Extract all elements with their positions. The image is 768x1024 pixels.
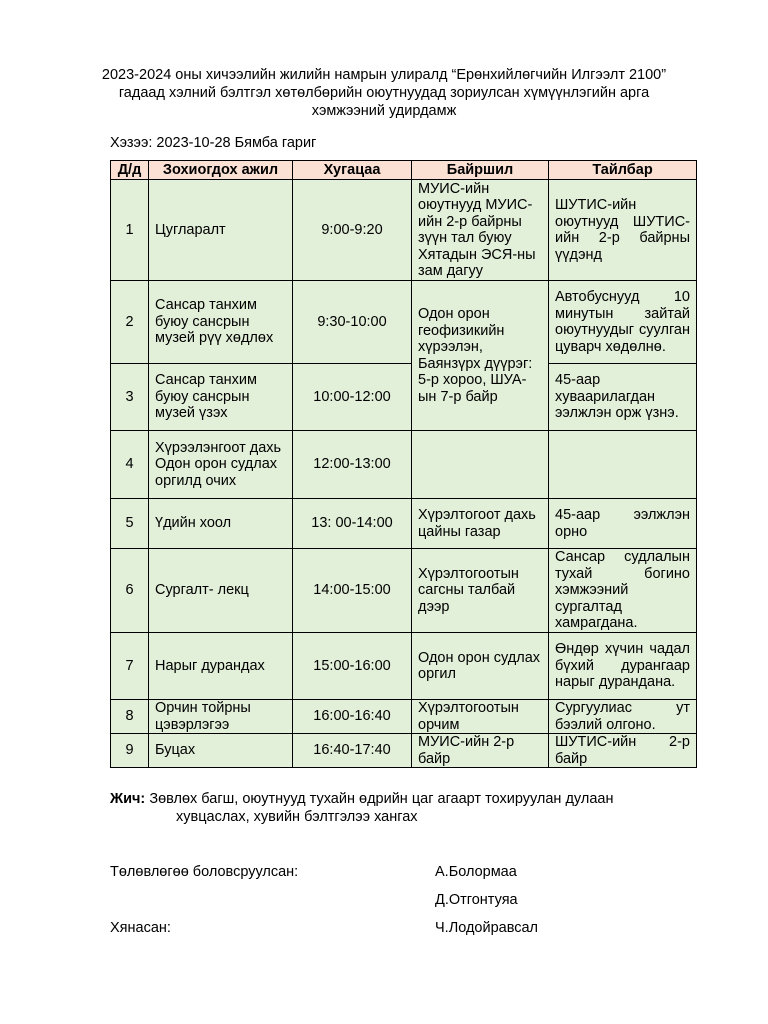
row-note: ШУТИС-ийн 2-р байр bbox=[549, 734, 697, 768]
row-activity: Цугларалт bbox=[149, 180, 293, 281]
row-note: Автобуснууд 10 минутын зайтай оюутнуудыг суулган цуварч хөдөлнө. bbox=[549, 281, 697, 364]
row-activity: Орчин тойрны цэвэрлэгээ bbox=[149, 700, 293, 734]
table-row bbox=[111, 633, 697, 700]
remark-text-line2: хувцаслах, хувийн бэлтгэлээ хангах bbox=[176, 809, 418, 825]
event-date: Хэзээ: 2023-10-28 Бямба гариг bbox=[110, 135, 317, 151]
row-number: 4 bbox=[111, 431, 149, 499]
row-time: 15:00-16:00 bbox=[293, 633, 412, 700]
table-row bbox=[111, 364, 697, 431]
row-note bbox=[549, 431, 697, 499]
row-time: 16:40-17:40 bbox=[293, 734, 412, 768]
row-note: Өндөр хүчин чадал бүхий дурангаар нарыг дурандана. bbox=[549, 633, 697, 700]
table-header-row bbox=[111, 161, 697, 180]
row-location bbox=[412, 431, 549, 499]
row-activity: Буцах bbox=[149, 734, 293, 768]
row-time: 12:00-13:00 bbox=[293, 431, 412, 499]
table-row bbox=[111, 499, 697, 549]
remark-label: Жич: bbox=[110, 791, 146, 807]
row-location: МУИС-ийн 2-р байр bbox=[412, 734, 549, 768]
row-number: 5 bbox=[111, 499, 149, 549]
col-header-activity: Зохиогдох ажил bbox=[149, 161, 293, 180]
row-number: 3 bbox=[111, 364, 149, 431]
row-note: ШУТИС-ийн оюутнууд ШУТИС-ийн 2-р байрны үүдэнд bbox=[549, 180, 697, 281]
row-number: 1 bbox=[111, 180, 149, 281]
row-activity: Хүрээлэнгоот дахь Одон орон судлах оргилд очих bbox=[149, 431, 293, 499]
row-location: Одон орон судлах оргил bbox=[412, 633, 549, 700]
row-note: 45-аар хуваарилагдан ээлжлэн орж үзнэ. bbox=[549, 364, 697, 431]
col-header-note: Тайлбар bbox=[549, 161, 697, 180]
row-activity: Сансар танхим буюу сансрын музей рүү хөдлөх bbox=[149, 281, 293, 364]
row-note: Сансар судлалын тухай богино хэмжээний сургалтад хамрагдана. bbox=[549, 549, 697, 633]
table-row bbox=[111, 700, 697, 734]
table-row bbox=[111, 549, 697, 633]
document-title: 2023-2024 оны хичээлийн жилийн намрын улиралд “Ерөнхийлөгчийн Илгээлт 2100” гадаад хэлний бэлтгэл хөтөлбөрийн оюутнуудад зориулсан хүмүүнлэгийн арга хэмжээний удирдамж bbox=[101, 67, 667, 119]
row-location: Хүрэлтогоот дахь цайны газар bbox=[412, 499, 549, 549]
table-row bbox=[111, 180, 697, 281]
table-row bbox=[111, 281, 697, 364]
row-time: 16:00-16:40 bbox=[293, 700, 412, 734]
col-header-location: Байршил bbox=[412, 161, 549, 180]
row-time: 13: 00-14:00 bbox=[293, 499, 412, 549]
col-header-time: Хугацаа bbox=[293, 161, 412, 180]
remark-text-line1: Зөвлөх багш, оюутнууд тухайн өдрийн цаг агаарт тохируулан дулаан bbox=[149, 791, 614, 807]
schedule-table bbox=[110, 160, 697, 768]
reviewed-by-name: Ч.Лодойравсал bbox=[435, 920, 539, 936]
row-time: 9:30-10:00 bbox=[293, 281, 412, 364]
prepared-by-name-1: А.Болормаа bbox=[435, 864, 517, 880]
prepared-by-name-2: Д.Отгонтуяа bbox=[435, 892, 518, 908]
row-number: 2 bbox=[111, 281, 149, 364]
row-number: 7 bbox=[111, 633, 149, 700]
row-number: 6 bbox=[111, 549, 149, 633]
row-location: Хүрэлтогоотын орчим bbox=[412, 700, 549, 734]
row-note: 45-аар ээлжлэн орно bbox=[549, 499, 697, 549]
prepared-by-label: Төлөвлөгөө боловсруулсан: bbox=[110, 864, 299, 880]
remark-note bbox=[110, 790, 690, 826]
row-number: 9 bbox=[111, 734, 149, 768]
row-activity: Үдийн хоол bbox=[149, 499, 293, 549]
row-number: 8 bbox=[111, 700, 149, 734]
row-location: МУИС-ийн оюутнууд МУИС-ийн 2-р байрны зүүн тал буюу Хятадын ЭСЯ-ны зам дагуу bbox=[412, 180, 549, 281]
row-time: 14:00-15:00 bbox=[293, 549, 412, 633]
table-row bbox=[111, 734, 697, 768]
row-time: 10:00-12:00 bbox=[293, 364, 412, 431]
row-location: Хүрэлтогоотын сагсны талбай дээр bbox=[412, 549, 549, 633]
row-time: 9:00-9:20 bbox=[293, 180, 412, 281]
row-location: Одон орон геофизикийн хүрээлэн, Баянзүрх дүүрэг: 5-р хороо, ШУА-ын 7-р байр bbox=[412, 281, 549, 431]
row-note: Сургуулиас ут бээлий олгоно. bbox=[549, 700, 697, 734]
reviewed-by-label: Хянасан: bbox=[110, 920, 171, 936]
row-activity: Нарыг дурандах bbox=[149, 633, 293, 700]
row-activity: Сургалт- лекц bbox=[149, 549, 293, 633]
row-activity: Сансар танхим буюу сансрын музей үзэх bbox=[149, 364, 293, 431]
col-header-no: Д/д bbox=[111, 161, 149, 180]
table-row bbox=[111, 431, 697, 499]
